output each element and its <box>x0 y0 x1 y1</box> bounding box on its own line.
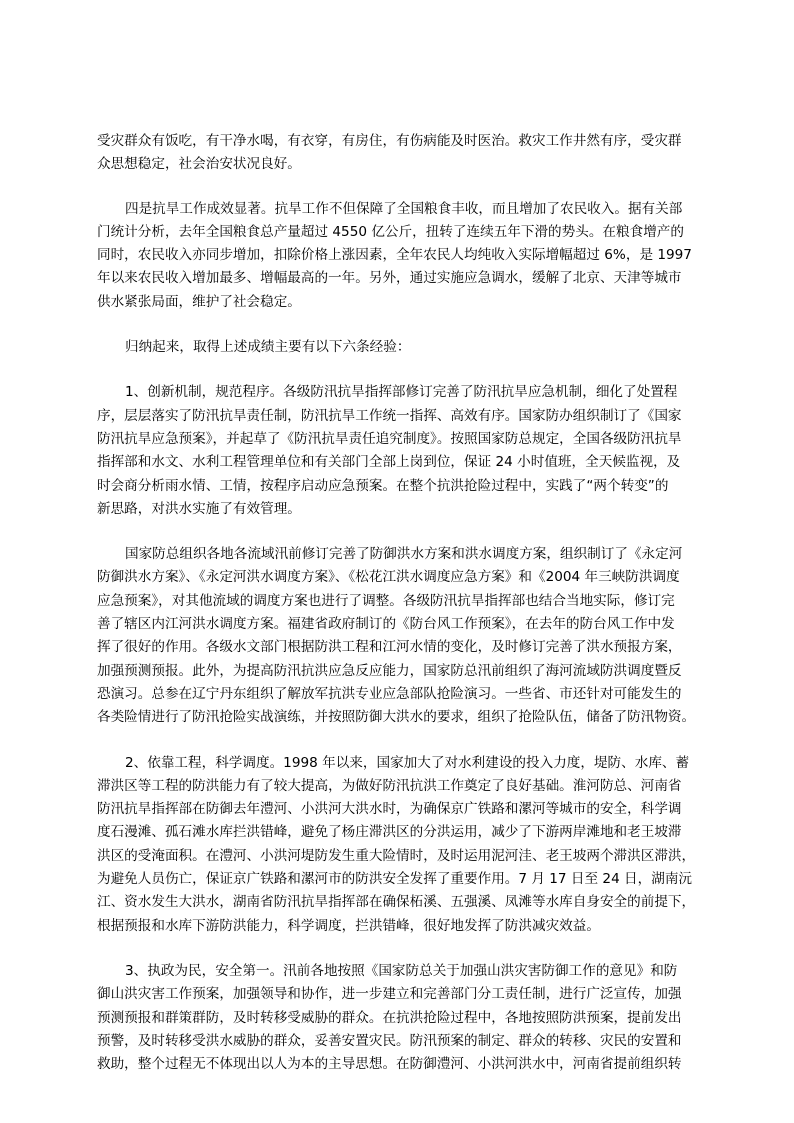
text-line: 防汛抗旱应急预案》，并起草了《防汛抗旱责任追究制度》。按照国家防总规定，全国各级防汛抗旱 <box>97 430 682 447</box>
text-line: 滞洪区等工程的防洪能力有了较大提高，为做好防汛抗洪工作奠定了良好基础。淮河防总、河南省 <box>97 777 682 794</box>
text-line: 预警，及时转移受洪水威胁的群众，妥善安置灾民。防汛预案的制定、群众的转移、灾民的安置和 <box>97 1032 682 1049</box>
paragraph-experience-2 <box>97 752 697 938</box>
text-line: 度石漫滩、孤石滩水库拦洪错峰，避免了杨庄滞洪区的分洪运用，减少了下游两岸滩地和老王坡滞 <box>97 824 682 841</box>
text-line: 同时，农民收入亦同步增加，扣除价格上涨因素，全年农民人均纯收入实际增幅超过 6%，是 1997 <box>97 247 692 264</box>
text-line: 预测预报和群策群防，及时转移受威胁的群众。在抗洪抢险过程中，各地按照防洪预案，提前发出 <box>97 1009 682 1026</box>
text-line: 根据预报和水库下游防洪能力，科学调度，拦洪错峰，很好地发挥了防洪减灾效益。 <box>97 917 600 934</box>
text-line: 洪区的受淹面积。在澧河、小洪河堤防发生重大险情时，及时运用泥河洼、老王坡两个滞洪区滞洪， <box>97 847 696 864</box>
text-line: 门统计分析，去年全国粮食总产量超过 4550 亿公斤，扭转了连续五年下滑的势头。在粮食增产的 <box>97 223 684 240</box>
text-line: 救助，整个过程无不体现出以人为本的主导思想。在防御澧河、小洪河洪水中，河南省提前组织转 <box>97 1056 682 1073</box>
text-line: 供水紧张局面，维护了社会稳定。 <box>97 293 301 310</box>
text-line: 受灾群众有饭吃，有干净水喝，有衣穿，有房住，有伤病能及时医治。救灾工作井然有序，受灾群 <box>97 133 682 149</box>
text-line: 众思想稳定，社会治安状况良好。 <box>97 156 301 173</box>
text-line: 江、资水发生大洪水，湖南省防汛抗旱指挥部在确保柘溪、五强溪、凤滩等水库自身安全的前提下， <box>97 894 696 911</box>
paragraph-drought-results <box>97 198 697 314</box>
text-line: 为避免人员伤亡，保证京广铁路和漯河市的防洪安全发挥了重要作用。7 月 17 日至 24 日，湖南沅 <box>97 871 693 888</box>
text-line: 国家防总组织各地各流域汛前修订完善了防御洪水方案和洪水调度方案，组织制订了《永定河 <box>125 546 683 563</box>
text-line: 挥了很好的作用。各级水文部门根据防洪工程和江河水情的变化，及时修订完善了洪水预报方案， <box>97 639 682 656</box>
text-line: 恐演习。总参在辽宁丹东组织了解放军抗洪专业应急部队抢险演习。一些省、市还针对可能发生的 <box>97 685 682 702</box>
text-line: 2、依靠工程，科学调度。1998 年以来，国家加大了对水利建设的投入力度，堤防、水库、蓄 <box>125 754 690 771</box>
paragraph-experience-3 <box>97 960 697 1076</box>
text-line: 指挥部和水文、水利工程管理单位和有关部门全部上岗到位，保证 24 小时值班，全天候监视，及 <box>97 454 681 471</box>
text-line: 年以来农民收入增加最多、增幅最高的一年。另外，通过实施应急调水，缓解了北京、天津等城市 <box>97 270 682 287</box>
paragraph-experience-1 <box>97 381 697 521</box>
text-line: 时会商分析雨水情、工情，按程序启动应急预案。在整个抗洪抢险过程中，实践了“两个转变”的 <box>97 477 669 494</box>
paragraph-flood-plans <box>97 543 697 729</box>
text-line: 归纳起来，取得上述成绩主要有以下六条经验： <box>125 339 411 356</box>
text-line: 加强预测预报。此外，为提高防汛抗洪应急反应能力，国家防总汛前组织了海河流域防洪调度暨反 <box>97 662 682 679</box>
text-line: 序，层层落实了防汛抗旱责任制，防汛抗旱工作统一指挥、高效有序。国家防办组织制订了《国家 <box>97 407 682 424</box>
paragraph-relief-wrapup <box>97 130 697 177</box>
text-line: 1、创新机制，规范程序。各级防汛抗旱指挥部修订完善了防汛抗旱应急机制，细化了处置程 <box>125 384 678 401</box>
text-line: 善了辖区内江河洪水调度方案。福建省政府制订的《防台风工作预案》，在去年的防台风工作中发 <box>97 616 675 633</box>
text-line: 应急预案》，对其他流域的调度方案也进行了调整。各级防汛抗旱指挥部也结合当地实际，修订完 <box>97 592 675 609</box>
text-line: 3、执政为民，安全第一。汛前各地按照《国家防总关于加强山洪灾害防御工作的意见》和防 <box>125 962 678 979</box>
text-line: 各类险情进行了防汛抢险实战演练，并按照防御大洪水的要求，组织了抢险队伍，储备了防汛物资。 <box>97 709 696 726</box>
text-line: 防御洪水方案》、《永定河洪水调度方案》、《松花江洪水调度应急方案》和《2004 年三峡防洪调度 <box>97 569 680 586</box>
document-page <box>97 130 697 1098</box>
text-line: 防汛抗旱指挥部在防御去年澧河、小洪河大洪水时，为确保京广铁路和漯河等城市的安全，科学调 <box>97 801 682 818</box>
paragraph-summary-intro <box>97 336 697 359</box>
text-line: 新思路，对洪水实施了有效管理。 <box>97 500 301 517</box>
text-line: 四是抗旱工作成效显著。抗旱工作不但保障了全国粮食丰收，而且增加了农民收入。据有关部 <box>125 200 683 217</box>
text-line: 御山洪灾害工作预案，加强领导和协作，进一步建立和完善部门分工责任制，进行广泛宣传，加强 <box>97 986 682 1003</box>
